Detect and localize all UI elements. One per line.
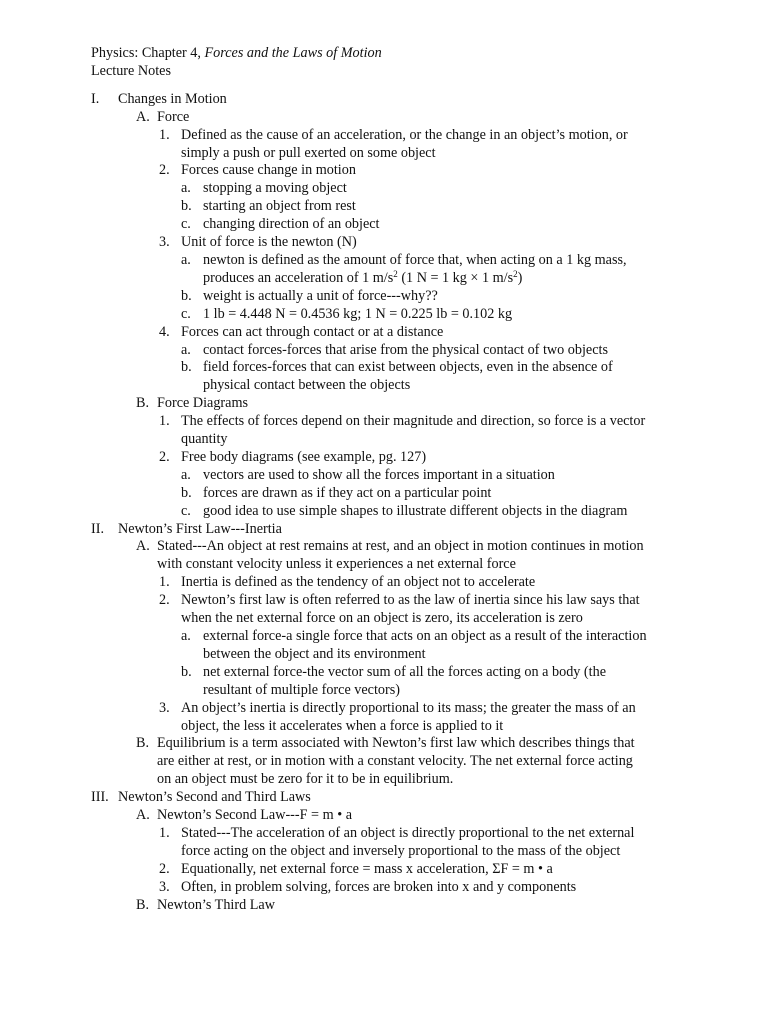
outline-item: b. starting an object from rest — [181, 198, 356, 215]
outline-item: c. good idea to use simple shapes to illustrate different objects in the diagram — [181, 502, 628, 519]
outline-continuation: resultant of multiple force vectors) — [203, 681, 400, 698]
outline-continuation: quantity — [181, 431, 228, 448]
header-subtitle: Lecture Notes — [91, 62, 171, 79]
outline-item: c. changing direction of an object — [181, 216, 380, 233]
chapter-title: Forces and the Laws of Motion — [204, 45, 382, 61]
outline-item: 3. An object’s inertia is directly proportional to its mass; the greater the mass of an — [159, 699, 636, 716]
outline-continuation: on an object must be zero for it to be in equilibrium. — [157, 771, 454, 788]
outline-item: B. Force Diagrams — [136, 395, 249, 412]
outline-item: b. weight is actually a unit of force---why?? — [181, 287, 438, 304]
outline-item: 2. Free body diagrams (see example, pg. 127) — [159, 448, 427, 465]
outline-item: a. vectors are used to show all the forces important in a situation — [181, 466, 555, 483]
outline-item: A. Newton’s Second Law---F = m • a — [136, 807, 353, 824]
outline-continuation: object, the less it accelerates when a force is applied to it — [181, 717, 504, 734]
section-i-heading: I. Changes in Motion — [91, 90, 227, 107]
outline-item: b. forces are drawn as if they act on a particular point — [181, 484, 492, 501]
outline-item: a. contact forces-forces that arise from the physical contact of two objects — [181, 341, 608, 358]
header-title: Physics: Chapter 4, Forces and the Laws of Motion — [91, 45, 382, 61]
outline-item: 3. Unit of force is the newton (N) — [159, 234, 357, 251]
outline-item: 1. Defined as the cause of an acceleration, or the change in an object’s motion, or — [159, 126, 628, 143]
outline-item: B. Newton’s Third Law — [136, 896, 275, 913]
outline-continuation: when the net external force on an object is zero, its acceleration is zero — [181, 610, 583, 627]
outline-item: 1. Stated---The acceleration of an object is directly proportional to the net external — [159, 824, 635, 841]
outline-continuation: simply a push or pull exerted on some object — [181, 144, 436, 161]
outline-item: b. field forces-forces that can exist between objects, even in the absence of — [181, 359, 613, 376]
outline-item: A. Force — [136, 108, 190, 125]
outline-item: 2. Equationally, net external force = mass x acceleration, ΣF = m • a — [159, 860, 553, 877]
outline-item: 4. Forces can act through contact or at a distance — [159, 323, 444, 340]
outline-item: 3. Often, in problem solving, forces are broken into x and y components — [159, 878, 577, 895]
outline-item: a. external force-a single force that acts on an object as a result of the interaction — [181, 628, 647, 644]
outline-item: 1. Inertia is defined as the tendency of an object not to accelerate — [159, 574, 536, 591]
outline-item: a. newton is defined as the amount of force that, when acting on a 1 kg mass, — [181, 251, 627, 268]
outline-item: A. Stated---An object at rest remains at rest, and an object in motion continues in motion — [136, 538, 644, 555]
outline-continuation: force acting on the object and inversely proportional to the mass of the object — [181, 842, 621, 859]
outline-item: a. stopping a moving object — [181, 180, 347, 197]
lecture-notes — [91, 45, 691, 915]
outline-item: b. net external force-the vector sum of all the forces acting on a body (the — [181, 663, 606, 680]
outline-continuation: with constant velocity unless it experiences a net external force — [157, 556, 516, 573]
outline-item: 2. Newton’s first law is often referred to as the law of inertia since his law says that — [159, 592, 640, 609]
outline-continuation: produces an acceleration of 1 $m/s^2$ (1 N = 1 kg × 1 $m/s^2$) — [203, 268, 523, 286]
section-iii-heading: III. Newton’s Second and Third Laws — [91, 789, 311, 806]
outline-item: B. Equilibrium is a term associated with Newton’s first law which describes things that — [136, 735, 635, 752]
outline-continuation: between the object and its environment — [203, 645, 426, 662]
section-ii-heading: II. Newton’s First Law---Inertia — [91, 520, 282, 537]
outline-item: 2. Forces cause change in motion — [159, 162, 356, 179]
outline-continuation: physical contact between the objects — [203, 377, 411, 394]
outline-item: 1. The effects of forces depend on their magnitude and direction, so force is a vector — [159, 413, 646, 430]
outline-continuation: are either at rest, or in motion with a constant velocity. The net external force acting — [157, 753, 633, 770]
outline-item: c. 1 lb = 4.448 N = 0.4536 kg; 1 N = 0.225 lb = 0.102 kg — [181, 305, 513, 322]
